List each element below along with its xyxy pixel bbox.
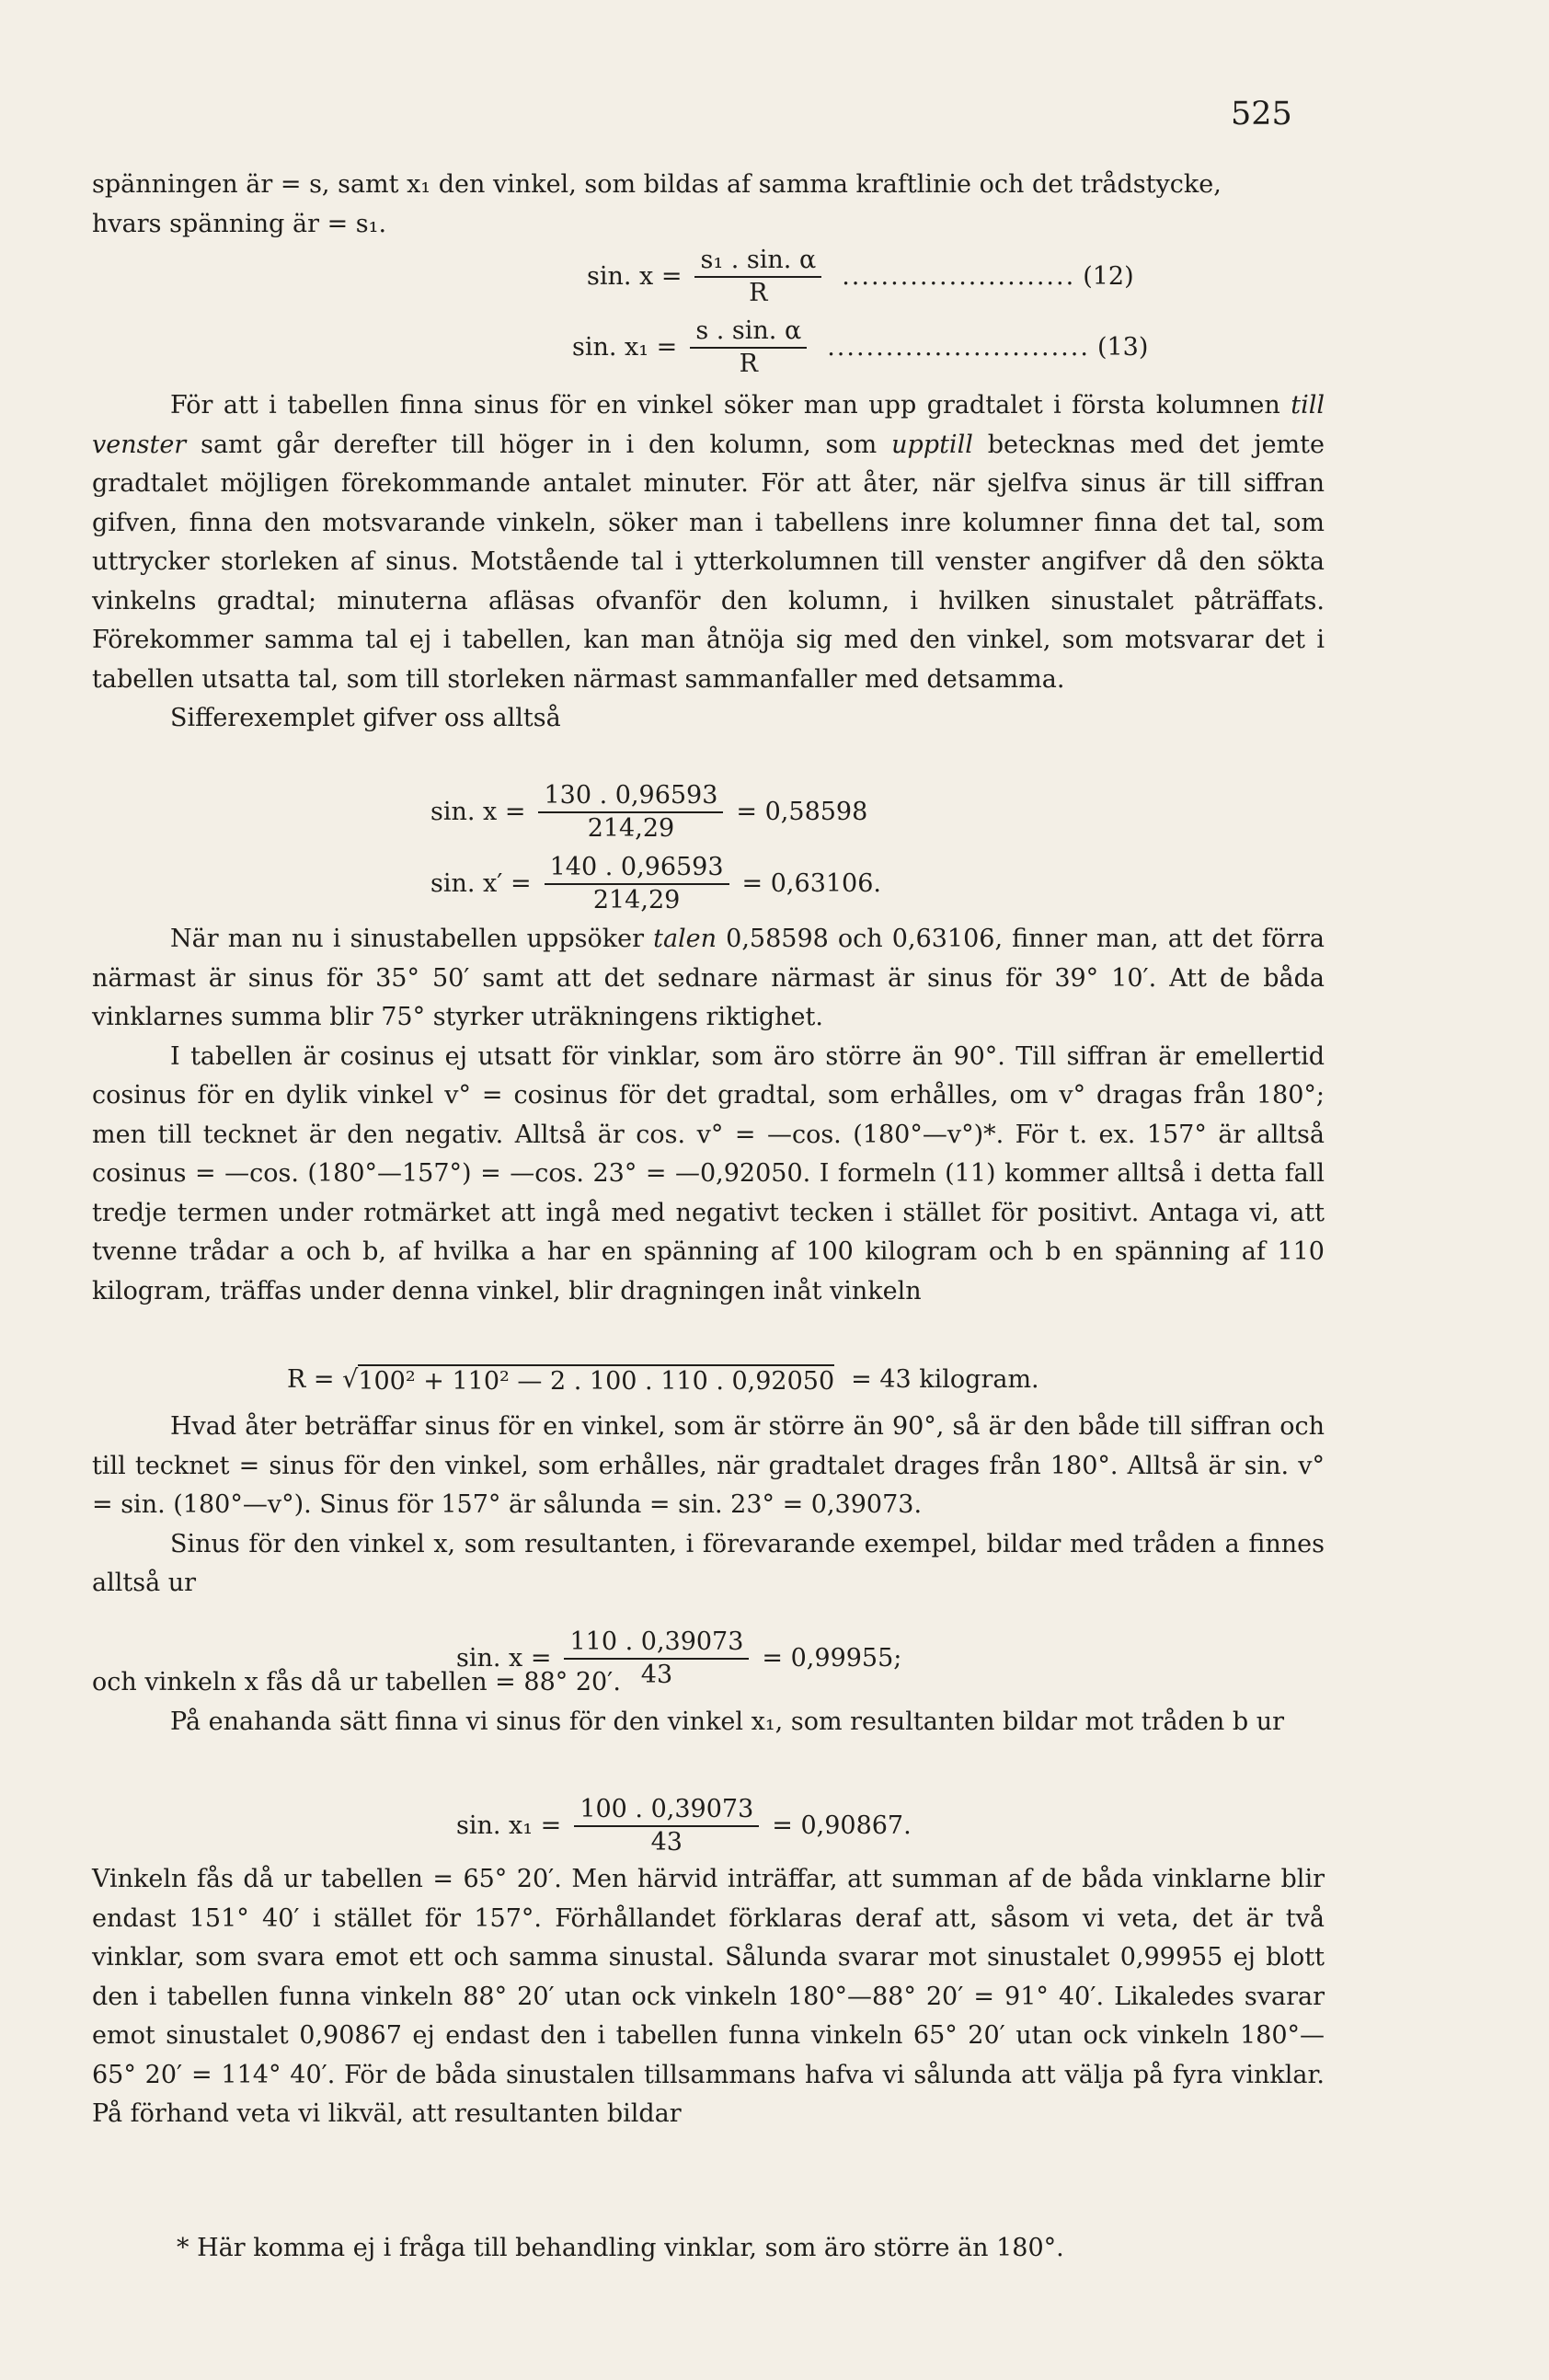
equation-13-fraction [690, 317, 807, 378]
equation-12-lhs: sin. x = [587, 262, 683, 291]
equation-13-label: (13) [1096, 333, 1149, 362]
example-4-rhs: = 0,90867. [772, 1811, 912, 1840]
example-3-lhs: sin. x = [456, 1644, 552, 1673]
example-1-rhs: = 0,58598 [736, 798, 868, 826]
footnote: * Här komma ej i fråga till behandling vinklar, som äro större än 180°. [177, 2234, 1064, 2262]
example-1-fraction [538, 782, 723, 843]
paragraph-3-text-a: När man nu i sinustabellen uppsöker [170, 925, 654, 953]
equation-resultant [287, 1364, 1039, 1396]
equation-resultant-lhs: R = √ [287, 1365, 359, 1394]
example-4-lhs: sin. x₁ = [456, 1811, 562, 1840]
intro-line-1: spänningen är = s, samt x₁ den vinkel, som bildas af samma kraftlinie och det trådstycke, [92, 170, 1222, 199]
example-4 [456, 1796, 912, 1857]
paragraph-9: Vinkeln fås då ur tabellen = 65° 20′. Men härvid inträffar, att summan af de båda vinklarne blir endast 151° 40′ i stället för 157°. Förhållandet förklaras deraf att, såsom vi veta, det är två vinklar, som svara emot ett och samma sinustal. Sålunda svarar mot sinustalet 0,99955 ej blott den i tabellen funna vinkeln 88° 20′ utan ock vinkeln 180°—88° 20′ = 91° 40′. Likaledes svarar emot sinustalet 0,90867 ej endast den i tabellen funna vinkeln 65° 20′ utan ock vinkeln 180°—65° 20′ = 114° 40′. För de båda sinustalen tillsammans hafva vi sålunda att välja på fyra vinklar. På förhand veta vi likväl, att resultanten bildar [92, 1865, 1325, 2128]
intro-line-2: hvars spänning är = s₁. [92, 209, 387, 238]
paragraph-1-text-c: betecknas med det jemte gradtalet möjligen förekommande antalet minuter. För att åter, när sjelfva sinus är till siffran gifven, finna den motsvarande vinkeln, söker man i tabellens inre kolumner finna det tal, som uttrycker storleken af sinus. Motstående tal i ytterkolumnen till venster angifver då den sökta vinkelns gradtal; minuterna afläsas ofvanför den kolumn, i hvilken sinustalet påträffats. Förekommer samma tal ej i tabellen, kan man åtnöja sig med den vinkel, som motsvarar det i tabellen utsatta tal, som till storleken närmast sammanfaller med detsamma. [92, 430, 1325, 694]
paragraph-4: I tabellen är cosinus ej utsatt för vinklar, som äro större än 90°. Till siffran är emellertid cosinus för en dylik vinkel v° = cosinus för det gradtal, som erhålles, om v° dragas från 180°; men till tecknet är den negativ. Alltså är cos. v° = —cos. (180°—v°)*. För t. ex. 157° är alltså cosinus = —cos. (180°—157°) = —cos. 23° = —0,92050. I formeln (11) kommer alltså i detta fall tredje termen under rotmärket att ingå med negativt tecken i stället för positivt. Antaga vi, att tvenne trådar a och b, af hvilka a har en spänning af 100 kilogram och b en spänning af 110 kilogram, träffas under denna vinkel, blir dragningen inåt vinkeln [92, 1041, 1325, 1305]
paragraph-3 [92, 920, 1325, 1038]
equation-13-denominator: R [739, 350, 758, 378]
paragraph-1 [92, 386, 1325, 699]
paragraph-8: På enahanda sätt finna vi sinus för den vinkel x₁, som resultanten bildar mot tråden b ur [170, 1707, 1285, 1736]
paragraph-5: Hvad åter beträffar sinus för en vinkel, som är större än 90°, så är den både till siffran och till tecknet = sinus för den vinkel, som erhålles, när gradtalet drages från 180°. Alltså är sin. v° = sin. (180°—v°). Sinus för 157° är sålunda = sin. 23° = 0,39073. [92, 1412, 1325, 1519]
equation-12-leader: ........................ [842, 262, 1076, 291]
paragraph-1-text-a: För att i tabellen finna sinus för en vinkel söker man upp gradtalet i första kolumnen [170, 391, 1280, 420]
equation-12-numerator: s₁ . sin. α [694, 247, 821, 278]
equation-13-lhs: sin. x₁ = [572, 333, 678, 362]
example-3-denominator: 43 [640, 1661, 673, 1689]
paragraph-1-italic-a: till venster [92, 391, 1325, 459]
example-2 [430, 854, 881, 914]
paragraph-angle-sum [92, 1860, 1325, 2134]
equation-resultant-radicand: 100² + 110² — 2 . 100 . 110 . 0,92050 [358, 1364, 834, 1396]
intro-text [92, 166, 1325, 244]
paragraph-7: och vinkeln x fås då ur tabellen = 88° 20′. [92, 1668, 621, 1696]
paragraph-2: Sifferexemplet gifver oss alltså [170, 704, 561, 732]
example-1-lhs: sin. x = [430, 798, 526, 826]
example-4-fraction [574, 1796, 759, 1857]
example-2-numerator: 140 . 0,96593 [545, 854, 729, 885]
paragraph-sinus [92, 1408, 1325, 1604]
example-3-numerator: 110 . 0,39073 [564, 1628, 749, 1660]
paragraph-cosinus [92, 920, 1325, 1311]
equation-13 [572, 317, 1148, 378]
equation-12-denominator: R [749, 279, 768, 307]
paragraph-1-text-b: samt går derefter till höger in i den kolumn, som [186, 430, 892, 459]
paragraph-angle-x [92, 1663, 1325, 1742]
example-1-numerator: 130 . 0,96593 [538, 782, 723, 813]
paragraph-1-italic-b: upptill [891, 430, 973, 459]
example-2-rhs: = 0,63106. [741, 869, 881, 898]
example-1 [430, 782, 867, 843]
example-2-lhs: sin. x′ = [430, 869, 532, 898]
paragraph-6: Sinus för den vinkel x, som resultanten, i förevarande exempel, bildar med tråden a finnes alltså ur [92, 1529, 1325, 1597]
example-2-denominator: 214,29 [592, 886, 681, 914]
example-3-rhs: = 0,99955; [762, 1644, 902, 1673]
equation-12 [587, 247, 1134, 307]
equation-resultant-rhs: = 43 kilogram. [851, 1365, 1039, 1394]
paragraph-table-lookup [92, 386, 1325, 739]
paragraph-3-italic: talen [653, 925, 717, 953]
equation-12-fraction [694, 247, 821, 307]
equation-12-label: (12) [1083, 262, 1134, 291]
page-number: 525 [1231, 96, 1292, 132]
example-4-denominator: 43 [650, 1828, 683, 1857]
example-2-fraction [545, 854, 729, 914]
equation-13-numerator: s . sin. α [690, 317, 807, 349]
example-1-denominator: 214,29 [587, 814, 675, 843]
equation-13-leader: ........................... [827, 333, 1090, 362]
paragraph-3-text-b: 0,58598 och 0,63106, finner man, att det förra närmast är sinus för 35° 50′ samt att det sednare närmast är sinus för 39° 10′. Att de båda vinklarnes summa blir 75° styrker uträkningens riktighet. [92, 925, 1325, 1031]
example-4-numerator: 100 . 0,39073 [574, 1796, 759, 1827]
